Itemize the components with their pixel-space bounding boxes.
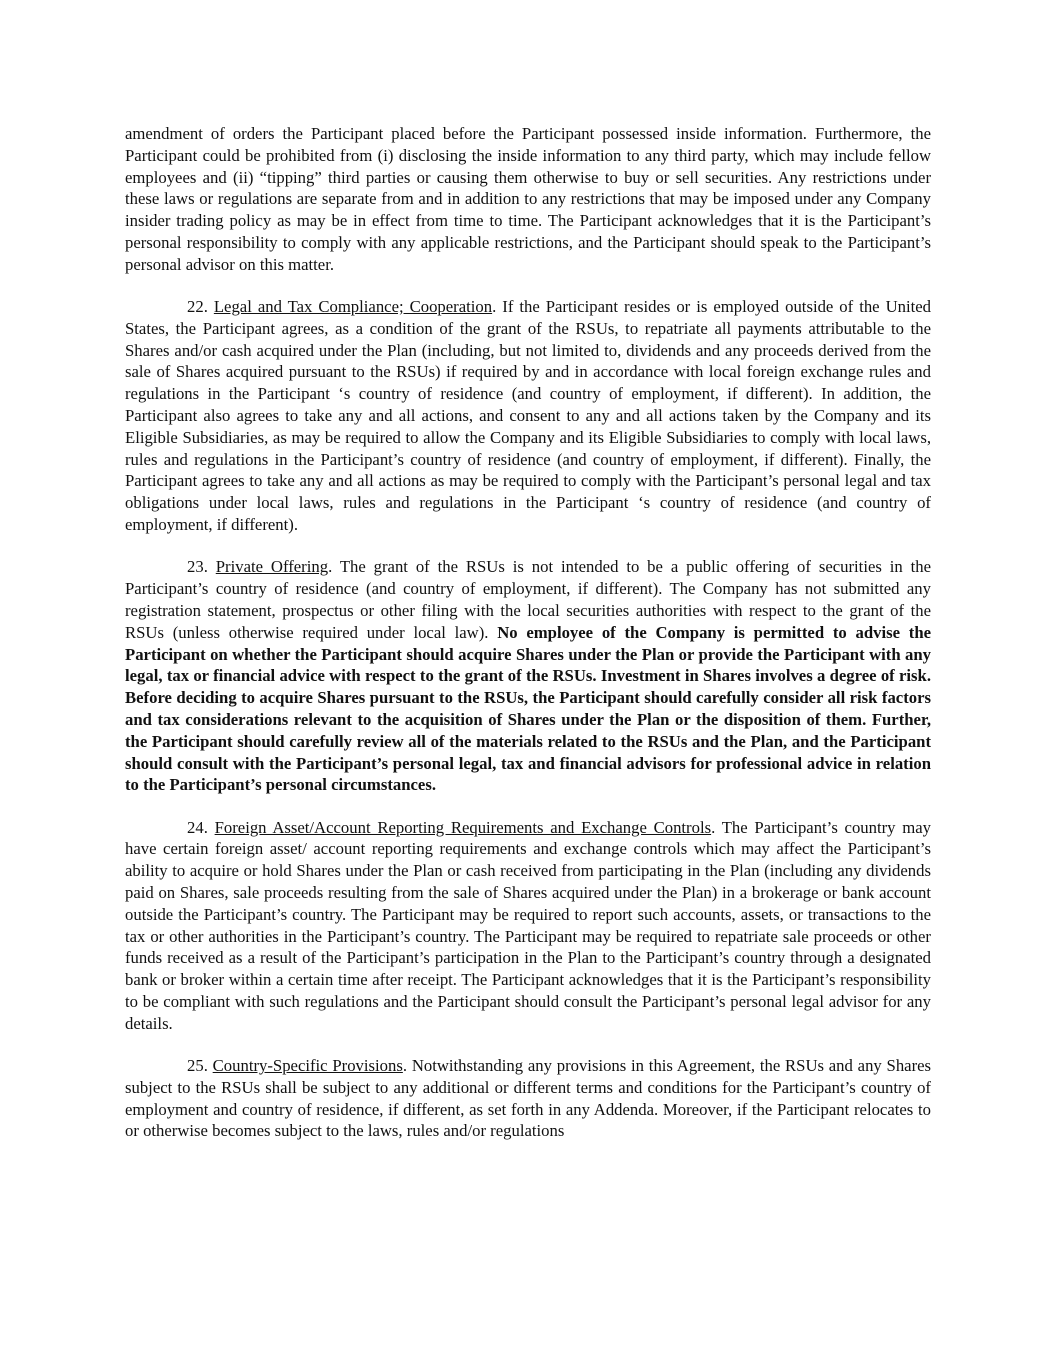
section-25 [125,1055,931,1142]
section-24 [125,817,931,1035]
section-body: . The Participant’s country may have certain foreign asset/ account reporting requirements and exchange controls which may affect the Participant’s ability to acquire or hold Shares under the Plan or cash received from participating in the Plan (including any dividends paid on Shares, sale proceeds resulting from the sale of Shares acquired under the Plan) in a brokerage or bank account outside the Participant’s country. The Participant may be required to report such accounts, assets, or transactions to the tax or other authorities in the Participant’s country. The Participant may be required to repatriate sale proceeds or other funds received as a result of the Participant’s participation in the Plan to the Participant’s country through a designated bank or broker within a certain time after receipt. The Participant acknowledges that it is the Participant’s responsibility to be compliant with such regulations and the Participant should consult the Participant’s personal legal advisor for any details. [125,817,931,1033]
section-heading: Foreign Asset/Account Reporting Requirements and Exchange Controls [214,817,712,837]
section-body: . If the Participant resides or is employed outside of the United States, the Participant agrees, as a condition of the grant of the RSUs, to repatriate all payments attributable to the Shares and/or cash acquired under the Plan (including, but not limited to, dividends and any proceeds derived from the sale of Shares acquired pursuant to the RSUs) if required by and in accordance with local foreign exchange rules and regulations in the Participant ‘s country of residence (and country of employment, if different). In addition, the Participant also agrees to take any and all actions, and consent to any and all actions taken by the Company and its Eligible Subsidiaries, as may be required to allow the Company and its Eligible Subsidiaries to comply with local laws, rules and regulations in the Participant’s country of residence (and country of employment, if different). Finally, the Participant agrees to take any and all actions as may be required to comply with the Participant’s personal legal and tax obligations under local laws, rules and regulations in the Participant ‘s country of residence (and country of employment, if different). [125,297,931,535]
continuation-paragraph: amendment of orders the Participant placed before the Participant possessed inside information. Furthermore, the Participant could be prohibited from (i) disclosing the inside information to any third party, which may include fellow employees and (ii) “tipping” third parties or causing them otherwise to buy or sell securities. Any restrictions under these laws or regulations are separate from and in addition to any restrictions that may be imposed under any Company insider trading policy as may be in effect from time to time. The Participant acknowledges that it is the Participant’s personal responsibility to comply with any applicable restrictions, and the Participant should speak to the Participant’s personal advisor on this matter. [125,124,931,274]
section-body: . The grant of the RSUs is not intended to be a public offering of securities in the Participant’s country of residence (and country of employment, if different). The Company has not submitted any registration statement, prospectus or other filing with the local securities authorities with respect to the grant of the RSUs (unless otherwise required under local law). [125,557,931,642]
document-page [125,123,931,1142]
section-heading: Private Offering [215,557,329,577]
section-number: 25. [187,1056,208,1076]
section-number: 24. [187,817,208,837]
section-22 [125,296,931,536]
section-23 [125,556,931,796]
section-heading: Country-Specific Provisions [212,1056,403,1076]
section-bold-notice: No employee of the Company is permitted to advise the Participant on whether the Participant should acquire Shares under the Plan or provide the Participant with any legal, tax or financial advice with respect to the grant of the RSUs. Investment in Shares involves a degree of risk. Before deciding to acquire Shares pursuant to the RSUs, the Participant should carefully consider all risk factors and tax considerations relevant to the acquisition of Shares under the Plan or the disposition of them. Further, the Participant should carefully review all of the materials related to the RSUs and the Plan, and the Participant should consult with the Participant’s personal legal, tax and financial advisors for professional advice in relation to the Participant’s personal circumstances. [125,622,932,795]
section-number: 22. [187,297,208,317]
section-heading: Legal and Tax Compliance; Cooperation [213,297,493,317]
section-body: . Notwithstanding any provisions in this Agreement, the RSUs and any Shares subject to the RSUs shall be subject to any additional or different terms and conditions for the Participant’s country of employment and country of residence, if different, as set forth in any Addenda. Moreover, if the Participant relocates to or otherwise becomes subject to the laws, rules and/or regulations [125,1056,932,1141]
section-number: 23. [187,557,208,577]
